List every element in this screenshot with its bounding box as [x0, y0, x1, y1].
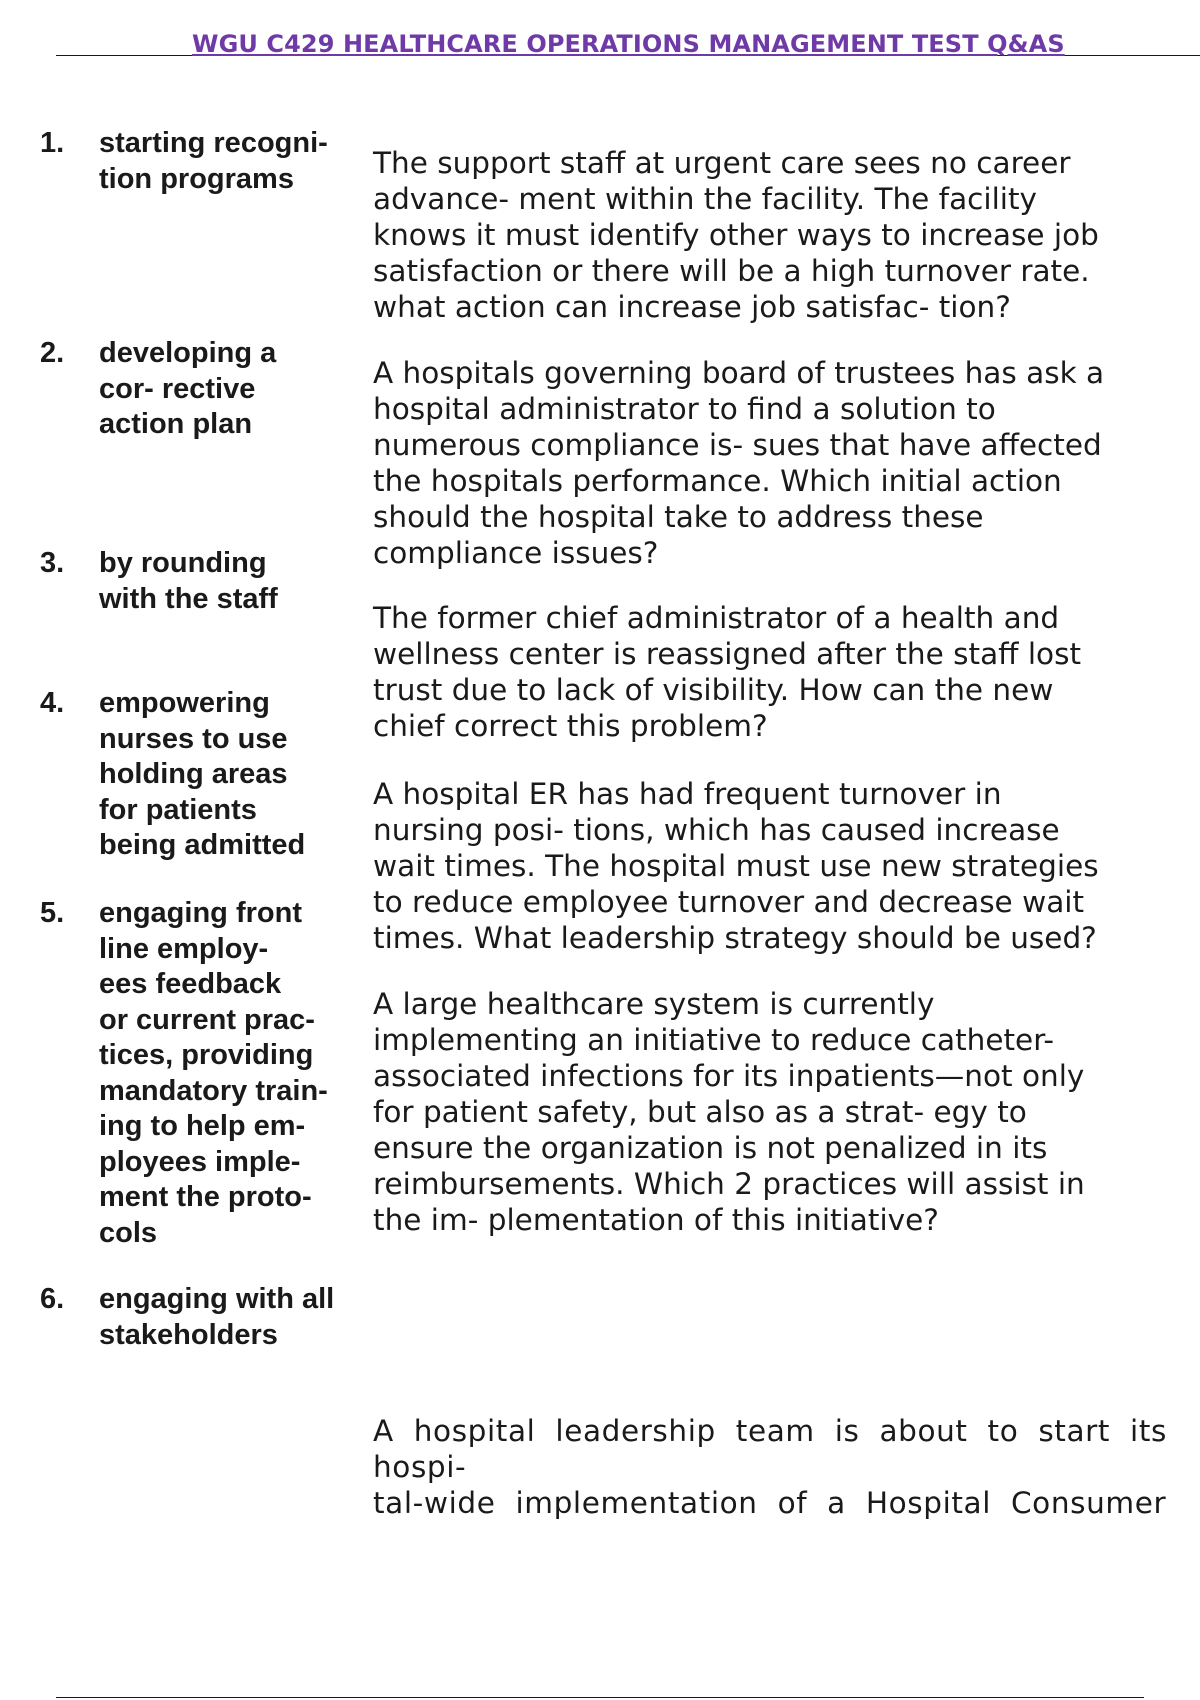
question-4: A hospital ER has had frequent turnover in nursing posi- tions, which has caused increase wait times. The hospital must use new strategies to reduce employee turnover and decrease wait times. What leadership strategy should be used? — [373, 777, 1099, 955]
answer-item-5 — [40, 896, 360, 1251]
document-title: WGU C429 HEALTHCARE OPERATIONS MANAGEMENT TEST Q&AS — [192, 30, 1065, 58]
answer-text: developing a cor- rective action plan — [99, 337, 277, 440]
answer-text: starting recogni- tion programs — [99, 127, 328, 195]
answer-number: 2. — [40, 337, 65, 369]
answer-text: by rounding with the staff — [99, 547, 278, 615]
question-3: The former chief administrator of a health and wellness center is reassigned after the staff lost trust due to lack of visibility. How can the new chief correct this problem? — [373, 601, 1082, 743]
answer-text: empowering nurses to use holding areas for patients being admitted — [99, 687, 306, 861]
answer-number: 5. — [40, 897, 65, 929]
answer-item-4 — [40, 686, 360, 864]
question-1: The support staff at urgent care sees no career advance- ment within the facility. The facility knows it must identify other ways to increase job satisfaction or there will be a high turnover rate. what action can increase job satisfac- tion? — [373, 146, 1099, 324]
answer-number: 1. — [40, 127, 65, 159]
answer-text: engaging front line employ- ees feedback or current prac- tices, providing mandatory train- ing to help em- ployees imple- ment the proto- cols — [99, 897, 328, 1249]
answer-text: engaging with all stakeholders — [99, 1283, 335, 1351]
answer-item-3 — [40, 546, 360, 617]
question-5: A large healthcare system is currently implementing an initiative to reduce catheter- associated infections for its inpatients—not only for patient safety, but also as a strat- egy to ensure the organization is not penalized in its reimbursements. Which 2 practices will assist in the im- plementation of this initiative? — [373, 987, 1085, 1237]
question-6: A hospital leadership team is about to start its hospi- tal-wide implementation of a Hospital Consumer — [373, 1414, 1167, 1520]
footer-rule — [56, 1697, 1144, 1698]
answer-number: 3. — [40, 547, 65, 579]
answer-item-1 — [40, 126, 360, 197]
answer-item-6 — [40, 1282, 360, 1353]
answer-item-2 — [40, 336, 360, 443]
question-2: A hospitals governing board of trustees has ask a hospital administrator to find a solution to numerous compliance is- sues that have affected the hospitals performance. Which initial action should the hospital take to address these compliance issues? — [373, 356, 1105, 570]
answer-number: 4. — [40, 687, 65, 719]
answer-number: 6. — [40, 1283, 65, 1315]
